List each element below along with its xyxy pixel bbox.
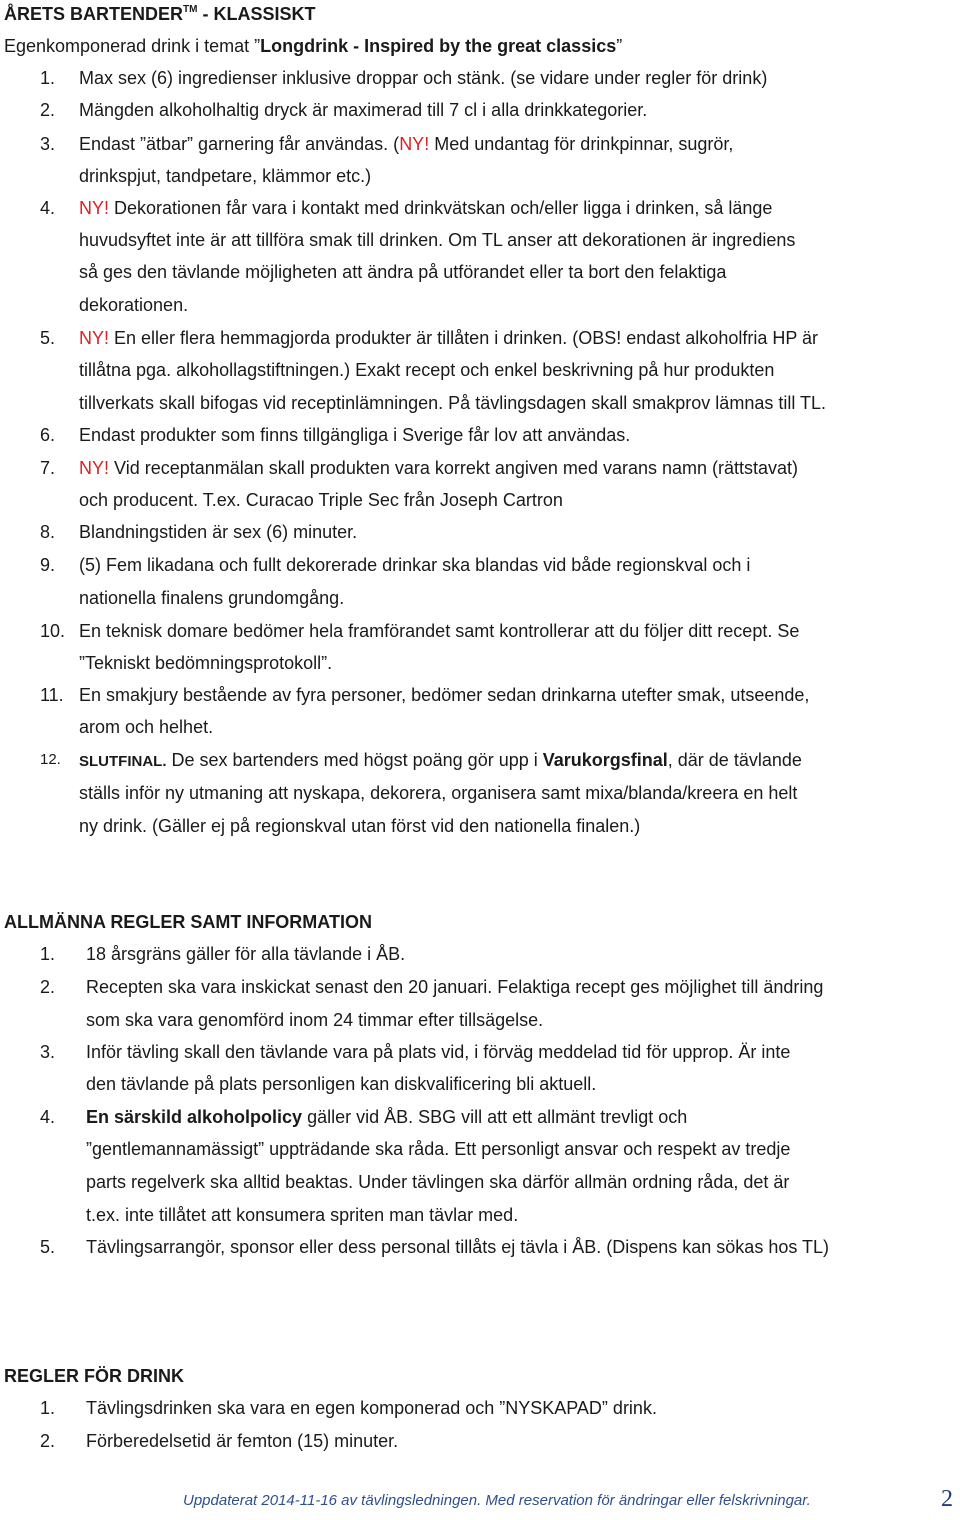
rule-7-line-2: och producent. T.ex. Curacao Triple Sec från Joseph Cartron [79,490,563,510]
list-number: 7. [40,458,56,478]
page-title: ÅRETS BARTENDER™ - KLASSISKT [4,4,316,24]
list-number: 9. [40,555,56,575]
list-number: 2. [40,977,56,997]
general-rule-4-line-3: parts regelverk ska alltid beaktas. Under tävlingen ska därför allmän ordning råda, det är [86,1172,790,1192]
rule-8: Blandningstiden är sex (6) minuter. [79,522,358,542]
list-number: 8. [40,522,56,542]
drink-rule-2: Förberedelsetid är femton (15) minuter. [86,1431,399,1451]
rule-3: Endast ”ätbar” garnering får användas. (NY! Med undantag för drinkpinnar, sugrör, [79,134,734,154]
rule-2: Mängden alkoholhaltig dryck är maximerad till 7 cl i alla drinkkategorier. [79,100,648,120]
list-number: 5. [40,328,56,348]
general-rule-2-line-2: som ska vara genomförd inom 24 timmar efter tillsägelse. [86,1010,544,1030]
new-badge: NY! [79,198,110,218]
list-number: 10. [40,621,66,641]
footer-note: Uppdaterat 2014-11-16 av tävlingsledningen. Med reservation för ändringar eller felskrivningar. [183,1492,811,1509]
rule-9-line-2: nationella finalens grundomgång. [79,588,345,608]
general-rule-2: Recepten ska vara inskickat senast den 20 januari. Felaktiga recept ges möjlighet till ändring [86,977,824,997]
list-number: 2. [40,100,56,120]
page-subtitle: Egenkomponerad drink i temat ”Longdrink - Inspired by the great classics” [4,36,623,56]
drink-rules-heading: REGLER FÖR DRINK [4,1366,184,1386]
list-number: 4. [40,1107,56,1127]
rule-7: NY! Vid receptanmälan skall produkten vara korrekt angiven med varans namn (rättstavat) [79,458,799,478]
rule-4-line-2: huvudsyftet inte är att tillföra smak till drinken. Om TL anser att dekorationen är ingrediens [79,230,796,250]
rule-5-line-3: tillverkats skall bifogas vid receptinlämningen. På tävlingsdagen skall smakprov lämnas till TL. [79,393,827,413]
general-rule-3: Inför tävling skall den tävlande vara på plats vid, i förväg meddelad tid för upprop. Är inte [86,1042,791,1062]
list-number: 2. [40,1431,56,1451]
new-badge: NY! [79,458,110,478]
rule-5-line-2: tillåtna pga. alkohollagstiftningen.) Exakt recept och enkel beskrivning på hur produkten [79,360,775,380]
list-number: 12. [40,751,61,768]
trademark-mark: TM [183,4,198,15]
rule-4: NY! Dekorationen får vara i kontakt med drinkvätskan och/eller ligga i drinken, så länge [79,198,773,218]
rule-12: SLUTFINAL. De sex bartenders med högst poäng gör upp i Varukorgsfinal, där de tävlande [79,750,802,770]
rule-4-line-3: så ges den tävlande möjligheten att ändra på utförandet eller ta bort den felaktiga [79,262,727,282]
list-number: 1. [40,944,56,964]
general-rule-1: 18 årsgräns gäller för alla tävlande i ÅB. [86,944,406,964]
drink-rule-1: Tävlingsdrinken ska vara en egen komponerad och ”NYSKAPAD” drink. [86,1398,657,1418]
general-rule-3-line-2: den tävlande på plats personligen kan diskvalificering bli aktuell. [86,1074,597,1094]
rule-5: NY! En eller flera hemmagjorda produkter är tillåten i drinken. (OBS! endast alkoholfria HP är [79,328,819,348]
general-rule-5: Tävlingsarrangör, sponsor eller dess personal tillåts ej tävla i ÅB. (Dispens kan sökas hos TL) [86,1237,830,1257]
list-number: 5. [40,1237,56,1257]
list-number: 4. [40,198,56,218]
general-rule-4-line-2: ”gentlemannamässigt” uppträdande ska råda. Ett personligt ansvar och respekt av tredje [86,1139,791,1159]
general-rule-4-line-4: t.ex. inte tillåtet att konsumera spriten man tävlar med. [86,1205,519,1225]
new-badge: NY! [79,328,110,348]
rule-12-line-3: ny drink. (Gäller ej på regionskval utan först vid den nationella finalen.) [79,816,641,836]
rule-9: (5) Fem likadana och fullt dekorerade drinkar ska blandas vid både regionskval och i [79,555,751,575]
rule-4-line-4: dekorationen. [79,295,189,315]
rule-3-line-2: drinkspjut, tandpetare, klämmor etc.) [79,166,372,186]
general-rules-heading: ALLMÄNNA REGLER SAMT INFORMATION [4,912,372,932]
list-number: 11. [40,685,64,705]
rule-10: En teknisk domare bedömer hela framförandet samt kontrollerar att du följer ditt recept. Se [79,621,800,641]
rule-1: Max sex (6) ingredienser inklusive droppar och stänk. (se vidare under regler för drink) [79,68,768,88]
general-rule-4: En särskild alkoholpolicy gäller vid ÅB. SBG vill att ett allmänt trevligt och [86,1107,688,1127]
rule-11: En smakjury bestående av fyra personer, bedömer sedan drinkarna utefter smak, utseende, [79,685,810,705]
new-badge: NY! [399,134,430,154]
list-number: 1. [40,68,56,88]
rule-10-line-2: ”Tekniskt bedömningsprotokoll”. [79,653,333,673]
list-number: 1. [40,1398,56,1418]
list-number: 3. [40,134,56,154]
list-number: 3. [40,1042,56,1062]
rule-6: Endast produkter som finns tillgängliga i Sverige får lov att användas. [79,425,631,445]
rule-11-line-2: arom och helhet. [79,717,214,737]
page-number: 2 [941,1486,953,1512]
rule-12-line-2: ställs inför ny utmaning att nyskapa, dekorera, organisera samt mixa/blanda/kreera en helt [79,783,798,803]
list-number: 6. [40,425,56,445]
